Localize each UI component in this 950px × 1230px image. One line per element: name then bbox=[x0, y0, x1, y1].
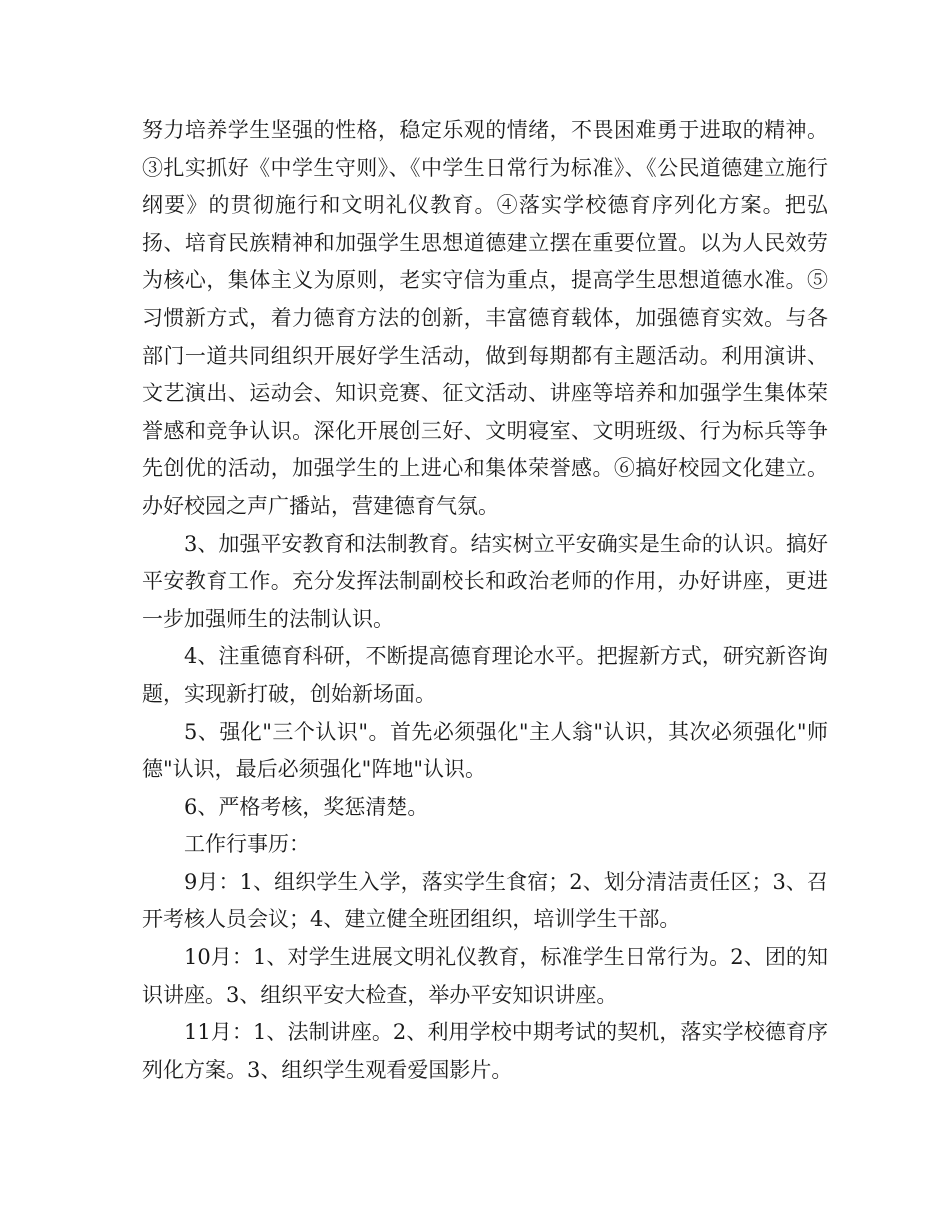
document-body bbox=[142, 112, 828, 1089]
paragraph-three-awareness: 5、强化"三个认识"。首先必须强化"主人翁"认识，其次必须强化"师德"认识，最后必须强化"阵地"认识。 bbox=[142, 719, 828, 782]
paragraph-safety-legal-education: 3、加强平安教育和法制教育。结实树立平安确实是生命的认识。搞好平安教育工作。充分发挥法制副校长和政治老师的作用，办好讲座，更进一步加强师生的法制认识。 bbox=[142, 531, 828, 631]
paragraph-assessment: 6、严格考核，奖惩清楚。 bbox=[184, 794, 429, 819]
paragraph-moral-research: 4、注重德育科研，不断提高德育理论水平。把握新方式，研究新咨询题，实现新打破，创始新场面。 bbox=[142, 644, 828, 706]
paragraph-october: 10月：1、对学生进展文明礼仪教育，标准学生日常行为。2、团的知识讲座。3、组织平安大检查，举办平安知识讲座。 bbox=[142, 945, 828, 1007]
paragraph-november: 11月：1、法制讲座。2、利用学校中期考试的契机，落实学校德育序列化方案。3、组织学生观看爱国影片。 bbox=[142, 1020, 828, 1082]
paragraph-schedule-heading: 工作行事历： bbox=[184, 832, 310, 857]
paragraph-september: 9月：1、组织学生入学，落实学生食宿；2、划分清洁责任区；3、召开考核人员会议；4、建立健全班团组织，培训学生干部。 bbox=[142, 869, 828, 932]
paragraph-moral-education-tasks: 努力培养学生坚强的性格，稳定乐观的情绪，不畏困难勇于进取的精神。③扎实抓好《中学生守则》、《中学生日常行为标准》、《公民道德建立施行纲要》的贯彻施行和文明礼仪教育。④落实学校德育序列化方案。把弘扬、培育民族精神和加强学生思想道德建立摆在重要位置。以为人民效劳为核心，集体主义为原则，老实守信为重点，提高学生思想道德水准。⑤习惯新方式，着力德育方法的创新，丰富德育载体，加强德育实效。与各部门一道共同组织开展好学生活动，做到每期都有主题活动。利用演讲、文艺演出、运动会、知识竞赛、征文活动、讲座等培养和加强学生集体荣誉感和竞争认识。深化开展创三好、文明寝室、文明班级、行为标兵等争先创优的活动，加强学生的上进心和集体荣誉感。⑥搞好校园文化建立。办好校园之声广播站，营建德育气氛。 bbox=[142, 118, 828, 518]
